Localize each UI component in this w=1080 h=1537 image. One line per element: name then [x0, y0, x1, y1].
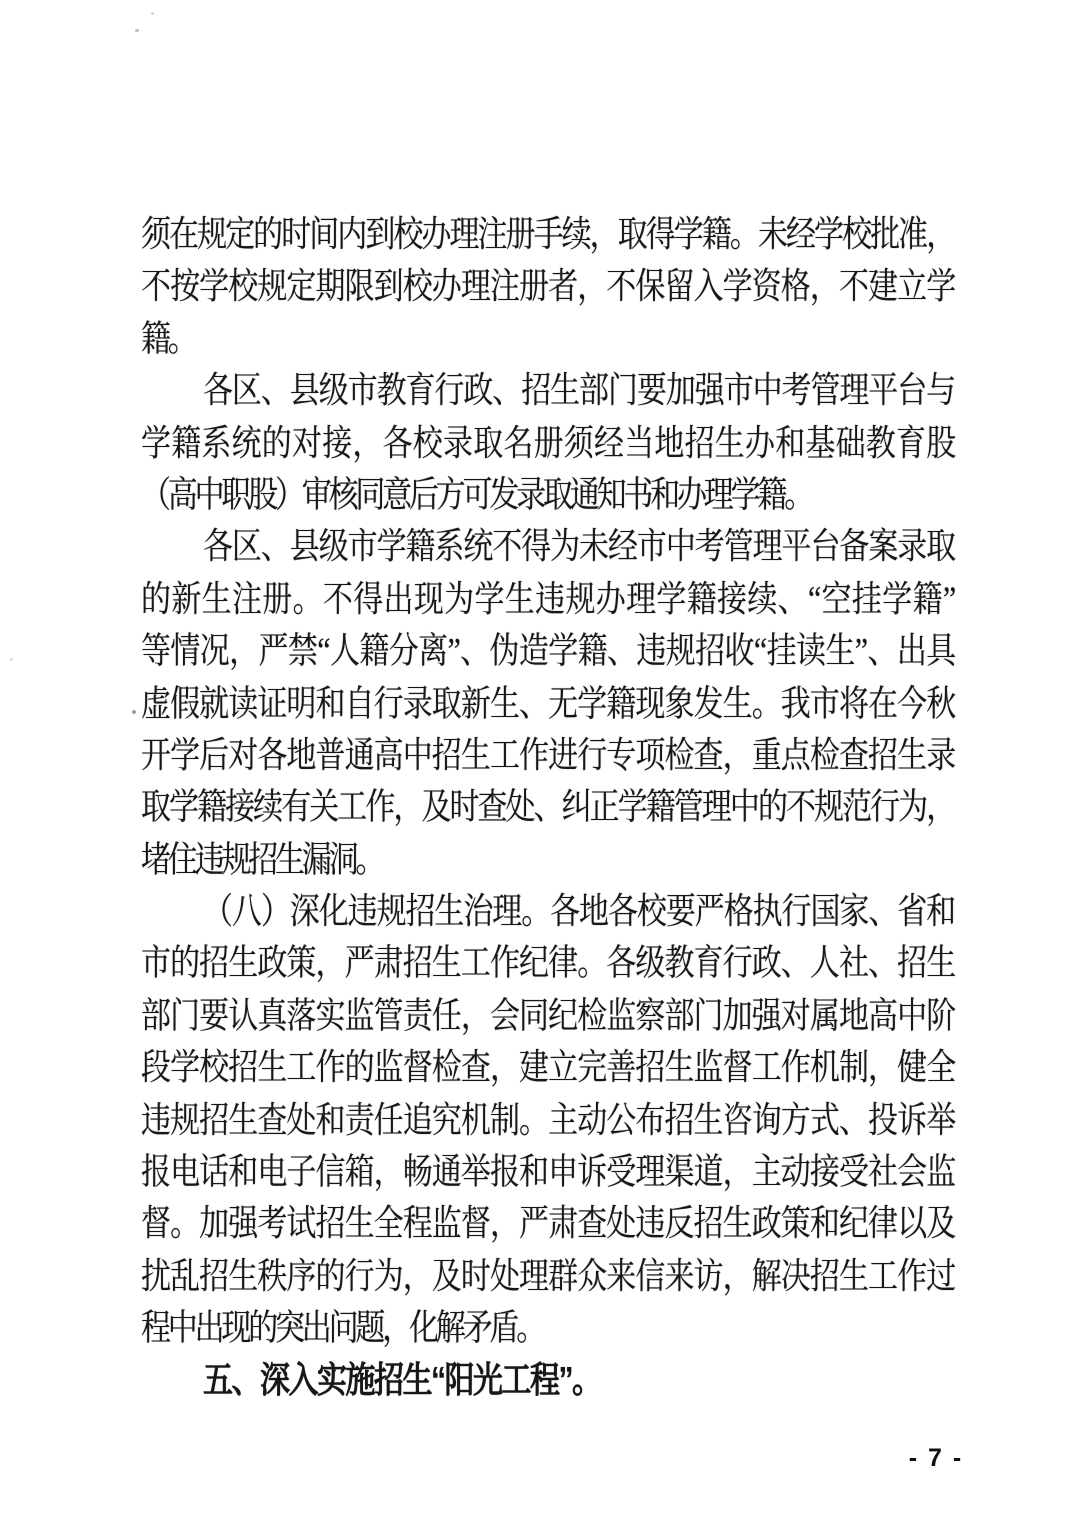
section-8-paragraph-start: （八）深化违规招生治理。各地各校要严格执行国家、省和 — [203, 891, 953, 932]
document-line: 段学校招生工作的监督检查，建立完善招生监督工作机制，健全 — [141, 1048, 953, 1088]
document-line: 督。加强考试招生全程监督，严肃查处违反招生政策和纪律以及 — [141, 1204, 953, 1244]
document-line: 程中出现的突出问题，化解矛盾。 — [141, 1308, 543, 1349]
document-body — [141, 209, 953, 1407]
document-line: 部门要认真落实监管责任，会同纪检监察部门加强对属地高中阶 — [141, 996, 953, 1036]
scan-speckle — [135, 29, 139, 32]
document-line: 的新生注册。不得出现为学生违规办理学籍接续、“空挂学籍” — [141, 579, 953, 620]
document-line: 违规招生查处和责任追究机制。主动公布招生咨询方式、投诉举 — [141, 1100, 953, 1140]
scan-speckle — [151, 12, 154, 15]
scan-speckle — [10, 658, 13, 661]
document-line: 市的招生政策，严肃招生工作纪律。各级教育行政、人社、招生 — [141, 943, 953, 984]
document-line: 须在规定的时间内到校办理注册手续，取得学籍。未经学校批准， — [141, 215, 953, 255]
document-line: 堵住违规招生漏洞。 — [141, 839, 383, 880]
scan-speckle — [132, 710, 136, 714]
document-line: 报电话和电子信箱，畅通举报和申诉受理渠道，主动接受社会监 — [141, 1152, 953, 1192]
document-line: 取学籍接续有关工作，及时查处、纠正学籍管理中的不规范行为， — [141, 787, 953, 828]
page-number: - 7 - — [908, 1444, 964, 1472]
document-line: 各区、县级市教育行政、招生部门要加强市中考管理平台与 — [203, 371, 953, 411]
document-line: 籍。 — [141, 319, 195, 359]
document-line: 不按学校规定期限到校办理注册者，不保留入学资格，不建立学 — [141, 267, 953, 307]
document-line: 等情况，严禁“人籍分离”、伪造学籍、违规招收“挂读生”、出具 — [141, 631, 953, 672]
document-line: 虚假就读证明和自行录取新生、无学籍现象发生。我市将在今秋 — [141, 683, 953, 724]
document-line: 学籍系统的对接，各校录取名册须经当地招生办和基础教育股 — [141, 423, 953, 463]
document-line: （高中职股）审核同意后方可发录取通知书和办理学籍。 — [141, 475, 811, 515]
document-line: 开学后对各地普通高中招生工作进行专项检查，重点检查招生录 — [141, 735, 953, 776]
document-line: 扰乱招生秩序的行为，及时处理群众来信来访，解决招生工作过 — [141, 1256, 953, 1296]
section-5-heading: 五、深入实施招生“阳光工程”。 — [203, 1360, 601, 1401]
document-line: 各区、县级市学籍系统不得为未经市中考管理平台备案录取 — [203, 527, 953, 568]
